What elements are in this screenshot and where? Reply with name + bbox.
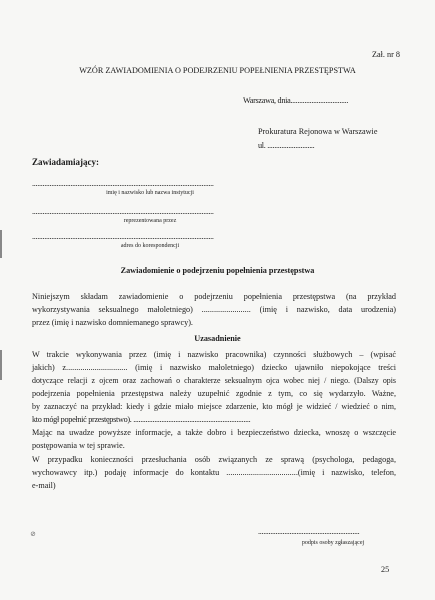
justification-line: wychowawcy itp.) podaję informacje do kontaktu ...................................(imię i nazwisko, telefon, <box>32 468 396 477</box>
notifier-name-field: ........................................................................................................ <box>32 179 214 188</box>
scan-edge-mark <box>0 230 2 258</box>
template-title: WZÓR ZAWIADOMIENIA O PODEJRZENIU POPEŁNIENIA PRZESTĘPSTWA <box>79 66 356 75</box>
intro-line-3: przez (imię i nazwisko domniemanego sprawcy). <box>32 318 193 327</box>
justification-line: W przypadku konieczności przesłuchania osób związanych ze sprawą (psychologa, pedagoga, <box>32 455 396 464</box>
notification-title: Zawiadomienie o podejrzeniu popełnienia przestępstwa <box>120 266 315 275</box>
addressee-name: Prokuratura Rejonowa w Warszawie <box>258 127 378 136</box>
scan-edge-mark <box>0 350 2 380</box>
justification-line: Mając na uwadze powyższe informacje, a także dobro i bezpieczeństwo dziecka, wnoszę o wszczęcie <box>32 428 396 437</box>
justification-line: jakich) z.............................. (imię i nazwisko małoletniego) dziecko ujawniło niepokojące treści <box>32 363 396 372</box>
scan-speck: ⊘ <box>30 530 36 538</box>
justification-line: dotyczące relacji z ojcem oraz zachowań o charakterze seksualnym ojca wobec niej / niego. (Dalszy opis <box>32 376 396 385</box>
annex-number: Zał. nr 8 <box>372 50 400 59</box>
signature-caption: podpis osoby zgłaszającej <box>301 540 365 546</box>
notifier-name-caption: imię i nazwisko lub nazwa instytucji <box>106 190 194 196</box>
justification-line: W trakcie wykonywania przez (imię i nazwisko pracownika) czynności służbowych – (wpisać <box>32 350 396 359</box>
place-date: Warszawa, dnia................................. <box>243 96 349 105</box>
justification-line: postępowania w tej sprawie. <box>32 441 125 450</box>
justification-line: podejrzenia popełnienia przestępstwa należy uzupełnić zgodnie z tym, co się wydarzyło. Ważne, <box>32 389 396 398</box>
justification-heading: Uzasadnienie <box>194 334 241 343</box>
signature-field: .......................................................... <box>258 527 360 536</box>
justification-line: by zaznaczyć na przykład: kiedy i gdzie miało miejsce zdarzenie, kto mógł je widzieć / wiedzieć o nim, <box>32 402 396 411</box>
address-caption: adres do korespondencji <box>120 243 180 249</box>
representative-caption: reprezentowana przez <box>123 218 177 224</box>
justification-line: kto mógł popełnić przestępstwo). ................................................................... <box>32 415 251 424</box>
representative-field: ........................................................................................................ <box>32 207 214 216</box>
notifier-label: Zawiadamiający: <box>32 157 99 167</box>
intro-line-1: Niniejszym składam zawiadomienie o podejrzeniu popełnienia przestępstwa (na przykład <box>32 292 396 301</box>
intro-line-2: wykorzystywania seksualnego małoletniego) ........................ (imię i nazwisko, data urodzenia) <box>32 305 396 314</box>
justification-line: e-mail) <box>32 481 56 490</box>
page-number: 25 <box>381 565 390 574</box>
addressee-street: ul. ........................... <box>258 141 315 150</box>
address-field: ........................................................................................................ <box>32 232 214 241</box>
